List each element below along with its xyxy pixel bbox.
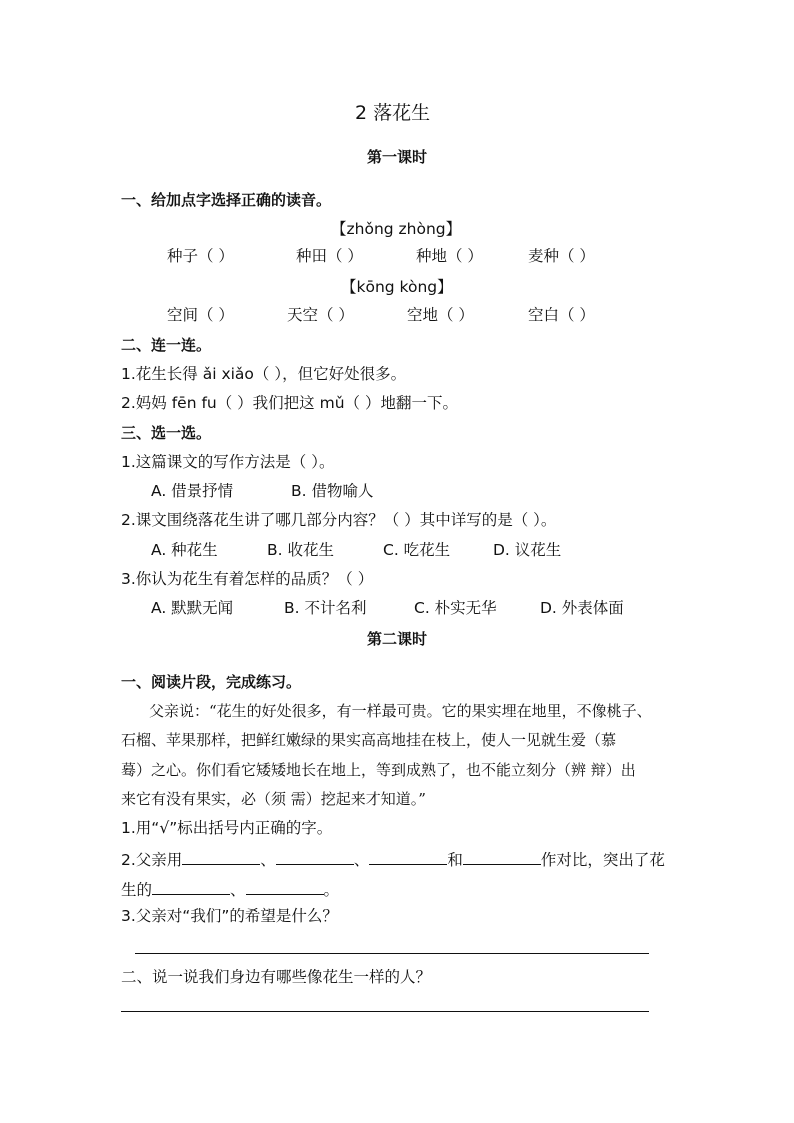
q2-line1: 1.花生长得 ǎi xiǎo（ ），但它好处很多。: [121, 365, 407, 383]
reading-sub1: 1.用“√”标出括号内正确的字。: [121, 819, 333, 837]
item-zhongzi: 种子（ ）: [167, 247, 234, 265]
q3-sub3-option-a: A. 默默无闻: [151, 599, 234, 617]
item-kongdi: 空地（ ）: [407, 306, 474, 324]
answer-blank-4[interactable]: [463, 850, 541, 865]
sub2-sep-1: 、: [260, 851, 276, 869]
q2-discussion-heading: 二、说一说我们身边有哪些像花生一样的人？: [121, 968, 432, 986]
q3-sub2-question: 2.课文围绕落花生讲了哪几部分内容？（ ）其中详写的是（ ）。: [121, 511, 557, 529]
answer-blank-5[interactable]: [152, 880, 230, 895]
q3-sub1-option-a: A. 借景抒情: [151, 482, 234, 500]
item-kongjian: 空间（ ）: [167, 306, 234, 324]
sub2-suffix: 作对比，突出了花: [540, 851, 665, 869]
answer-blank-3[interactable]: [369, 850, 447, 865]
item-tiankong: 天空（ ）: [287, 306, 354, 324]
passage-line-2: 石榴、苹果那样，把鲜红嫩绿的果实高高地挂在枝上，使人一见就生爱（慕: [121, 731, 617, 749]
q3-sub3-option-c: C. 朴实无华: [414, 599, 497, 617]
q3-sub1-question: 1.这篇课文的写作方法是（ ）。: [121, 453, 335, 471]
sub2-prefix: 2.父亲用: [121, 851, 183, 869]
answer-line-sub3[interactable]: [135, 953, 649, 954]
reading-sub2-line2: [121, 880, 339, 899]
passage-line-1: 父亲说：“花生的好处很多，有一样最可贵。它的果实埋在地里，不像桃子、: [149, 702, 652, 720]
passage-line-3: 蓦）之心。你们看它矮矮地长在地上，等到成熟了，也不能立刻分（辨 辩）出: [121, 761, 636, 779]
q1-heading: 一、给加点字选择正确的读音。: [121, 191, 332, 209]
sub2-sep-2: 、: [353, 851, 370, 869]
sub2-end: 。: [323, 881, 340, 899]
q3-sub2-option-b: B. 收花生: [267, 541, 334, 559]
q3-sub3-option-b: B. 不计名利: [284, 599, 367, 617]
sub2-line2-prefix: 生的: [121, 881, 153, 899]
q3-heading: 三、选一选。: [121, 424, 212, 442]
q3-sub2-option-a: A. 种花生: [151, 541, 218, 559]
q2-line2: 2.妈妈 fēn fu（ ）我们把这 mǔ（ ）地翻一下。: [121, 394, 458, 412]
q3-sub2-option-d: D. 议花生: [493, 541, 562, 559]
item-maizhong: 麦种（ ）: [528, 247, 595, 265]
q3-sub1-option-b: B. 借物喻人: [291, 482, 374, 500]
answer-line-discussion[interactable]: [121, 1011, 649, 1012]
q3-sub2-option-c: C. 吃花生: [383, 541, 451, 559]
answer-blank-6[interactable]: [246, 880, 324, 895]
item-zhongdi: 种地（ ）: [416, 247, 483, 265]
pinyin-options-zhong: 【zhǒng zhòng】: [331, 220, 462, 238]
reading-heading: 一、阅读片段，完成练习。: [121, 673, 302, 691]
answer-blank-1[interactable]: [182, 850, 260, 865]
passage-line-4: 来它有没有果实，必（须 需）挖起来才知道。”: [121, 790, 426, 808]
answer-blank-2[interactable]: [276, 850, 354, 865]
lesson2-heading: 第二课时: [367, 630, 428, 648]
reading-sub2-line1: [121, 850, 665, 869]
pinyin-options-kong: 【kōng kòng】: [341, 278, 453, 296]
sub2-sep-3: 、: [230, 881, 246, 899]
q2-heading: 二、连一连。: [121, 336, 212, 354]
item-zhongtian: 种田（ ）: [296, 247, 363, 265]
q3-sub3-option-d: D. 外表体面: [540, 599, 624, 617]
sub2-and: 和: [447, 851, 463, 869]
q3-sub3-question: 3.你认为花生有着怎样的品质？（ ）: [121, 570, 374, 588]
reading-sub3: 3.父亲对“我们”的希望是什么？: [121, 907, 338, 925]
page-title: 2 落花生: [355, 102, 431, 124]
lesson1-heading: 第一课时: [367, 148, 428, 166]
item-kongbai: 空白（ ）: [528, 306, 595, 324]
